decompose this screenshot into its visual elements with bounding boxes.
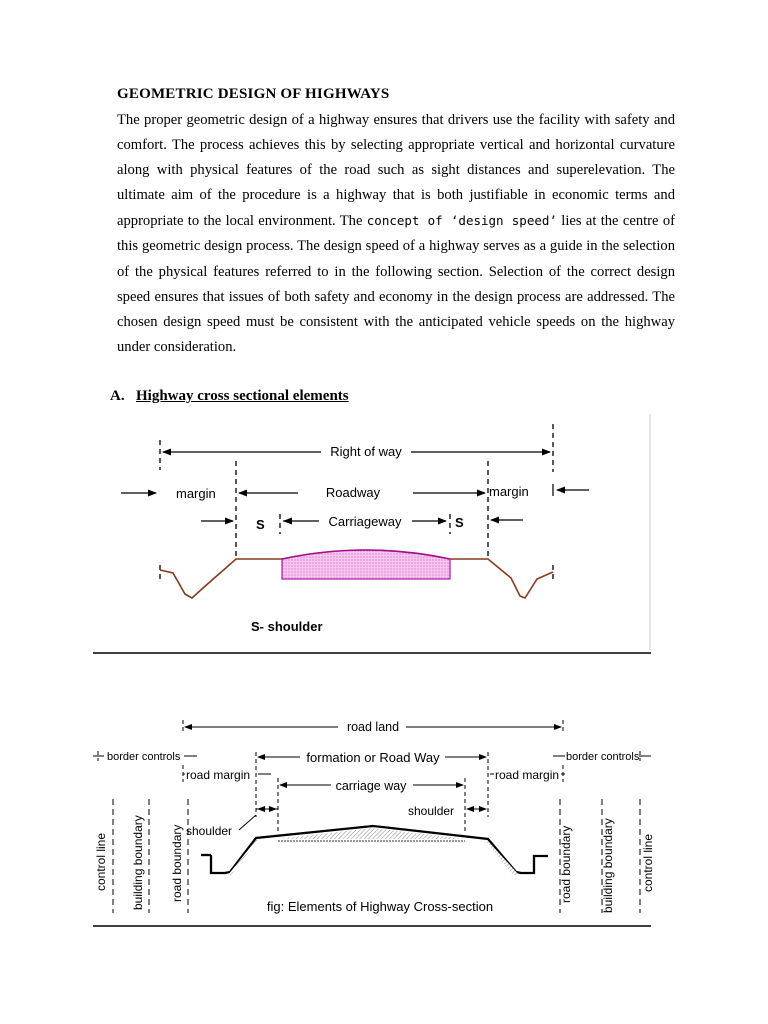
paragraph-design-speed-term: concept of ‘design speed’ bbox=[366, 213, 557, 229]
carriageway-label: Carriageway bbox=[328, 514, 402, 529]
road-boundary-left: road boundary bbox=[170, 824, 184, 902]
figure-cross-section-2 bbox=[93, 715, 658, 928]
margin-right-label: margin bbox=[489, 484, 529, 499]
border-controls-left: border controls bbox=[107, 751, 181, 763]
paragraph-text-start: The proper geometric design of a highway ensures that drivers use the facility with safety and comfort. The process achieves this by selecting appropriate vertical and horizontal curvature along with physical features of the road such as sight distances and superelevation. The ultimate aim of the procedure is a highway that is both justifiable in economic terms and appropriate to the local environment. The bbox=[117, 112, 675, 230]
building-boundary-left: building boundary bbox=[131, 815, 145, 910]
road-land-label: road land bbox=[346, 720, 400, 734]
right-of-way-label: Right of way bbox=[330, 444, 402, 459]
control-line-left: control line bbox=[94, 832, 108, 891]
shoulder-left-label: shoulder bbox=[186, 824, 233, 838]
road-margin-right: road margin bbox=[495, 768, 560, 782]
control-line-right: control line bbox=[641, 833, 655, 892]
paragraph-text-end: lies at the centre of this geometric design process. The design speed of a highway serves as a guide in the selection of the physical features referred to in the following section. Selection of the correct design speed ensures that issues of both safety and economy in the design process are addressed. The chosen design speed must be consistent with the anticipated vehicle speeds on the highway under consideration. bbox=[117, 213, 675, 355]
road-boundary-right: road boundary bbox=[559, 825, 573, 903]
road-margin-left: road margin bbox=[186, 768, 251, 782]
section-heading-text: Highway cross sectional elements bbox=[136, 388, 349, 404]
section-letter: A. bbox=[110, 388, 125, 404]
section-heading bbox=[110, 388, 349, 405]
border-controls-right: border controls bbox=[566, 751, 640, 763]
shoulder-s-right: S bbox=[455, 515, 464, 530]
shoulder-s-left: S bbox=[256, 517, 265, 532]
margin-left-label: margin bbox=[176, 486, 216, 501]
formation-label: formation or Road Way bbox=[306, 750, 440, 765]
intro-paragraph bbox=[117, 108, 675, 360]
roadway-label: Roadway bbox=[325, 485, 381, 500]
page-title: GEOMETRIC DESIGN OF HIGHWAYS bbox=[117, 86, 390, 102]
shoulder-legend: S- shoulder bbox=[251, 619, 323, 634]
figure-caption: fig: Elements of Highway Cross-section bbox=[266, 899, 494, 914]
shoulder-right-label: shoulder bbox=[408, 804, 455, 818]
carriage-way-label: carriage way bbox=[335, 779, 407, 793]
figure-cross-section-1 bbox=[93, 412, 658, 655]
building-boundary-right: building boundary bbox=[601, 818, 615, 913]
